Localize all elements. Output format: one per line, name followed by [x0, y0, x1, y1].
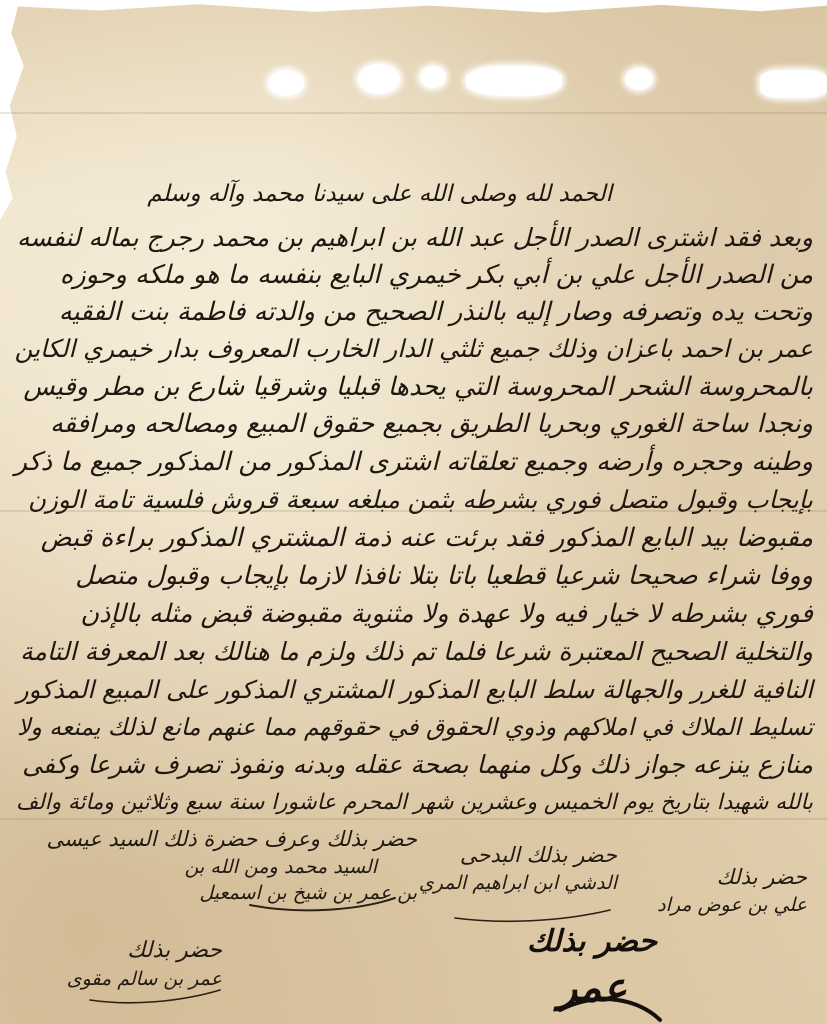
paper-hole [268, 70, 304, 96]
document-line: وتحت يده وتصرفه وصار إليه بالنذر الصحيح من والدته فاطمة بنت الفقيه [58, 297, 813, 327]
paper-hole [420, 66, 446, 88]
document-line: ووفا شراء صحيحا شرعيا قطعيا باتا بتلا نافذا لازما بإيجاب وقبول متصل [75, 561, 813, 591]
document-line: وطينه وحجره وأرضه وجميع تعلقاته اشترى المذكور من المذكور جميع ما ذكر [14, 447, 813, 477]
witness-signature-line: عمر [557, 964, 627, 1011]
witness-signature-right [657, 862, 807, 918]
torn-left-edge [0, 0, 28, 220]
document-line: فوري بشرطه لا خيار فيه ولا عهدة ولا مثنوية مقبوضة قبض مثله بالإذن [80, 599, 813, 629]
document-line: بالله شهيدا بتاريخ يوم الخميس وعشرين شهر المحرم عاشورا سنة سبع وثلاثين ومائة والف [15, 790, 813, 815]
witness-signature-left [47, 824, 417, 906]
document-line: تسليط الملاك في املاكهم وذوي الحقوق في حقوقهم مما عنهم مانع لذلك يمنعه ولا [17, 713, 813, 741]
document-line: وبعد فقد اشترى الصدر الأجل عبد الله بن ابراهيم بن محمد رجرج بماله لنفسه [17, 223, 813, 252]
document-line: من الصدر الأجل علي بن أبي بكر خيمري البايع بنفسه ما هو ملكه وحوزه [59, 260, 813, 290]
witness-signature-bottom-center [527, 922, 657, 1014]
document-line: عمر بن احمد باعزان وذلك جميع ثلثي الدار الخارب المعروف بدار خيمري الكاين [14, 334, 813, 363]
document-line: بالمحروسة الشحر المحروسة التي يحدها قبليا وشرقيا شارع بن مطر وقيس [23, 372, 813, 402]
paper-hole [625, 68, 653, 90]
document-line: منازع ينزعه جواز ذلك وكل منهما بصحة عقله وبدنه ونفوذ تصرف شرعا وكفى [22, 750, 813, 779]
document-line: والتخلية الصحيح المعتبرة شرعا فلما تم ذلك ولزم ما هنالك بعد المعرفة التامة [20, 637, 813, 666]
document-line: بإيجاب وقبول متصل فوري بشرطه بثمن مبلغه سبعة قروش فلسية تامة الوزن [28, 485, 813, 514]
paper-hole [466, 66, 562, 96]
torn-top-edge [0, 0, 827, 14]
paper-fold [0, 112, 827, 114]
witness-signature-line: حضر بذلك [526, 924, 657, 959]
witness-signature-line: بن عمر بن شيخ بن اسمعيل [199, 882, 417, 904]
witness-signature-bottom-left [67, 936, 222, 992]
document-line: ونجدا ساحة الغوري وبحريا الطريق بجميع حقوق المبيع ومصالحه ومرافقه [50, 409, 813, 439]
document-line: مقبوضا بيد البايع المذكور فقد برئت عنه ذمة المشتري المذكور براءة قبض [40, 523, 813, 553]
witness-signature-line: حضر بذلك [127, 938, 222, 963]
witness-signature-center [419, 840, 617, 896]
witness-signature-line: علي بن عوض مراد [657, 894, 807, 916]
witness-signature-line: حضر بذلك البدحى [459, 843, 617, 867]
witness-signature-line: عمر بن سالم مقوى [66, 968, 222, 990]
invocation-line: الحمد لله وصلى الله على سيدنا محمد وآله وسلم [147, 181, 612, 207]
document-line: النافية للغرر والجهالة سلط البايع المذكور المشتري المذكور على المبيع المذكور [16, 675, 813, 704]
flourish-stroke [455, 910, 610, 921]
paper-hole [358, 64, 400, 94]
paper-hole [760, 70, 827, 98]
witness-signature-line: الدشي ابن ابراهيم المري [418, 872, 617, 894]
witness-signature-line: حضر بذلك [716, 865, 807, 889]
witness-signature-line: السيد محمد ومن الله بن [184, 856, 377, 878]
witness-signature-line: حضر بذلك وعرف حضرة ذلك السيد عيسى [46, 827, 417, 851]
